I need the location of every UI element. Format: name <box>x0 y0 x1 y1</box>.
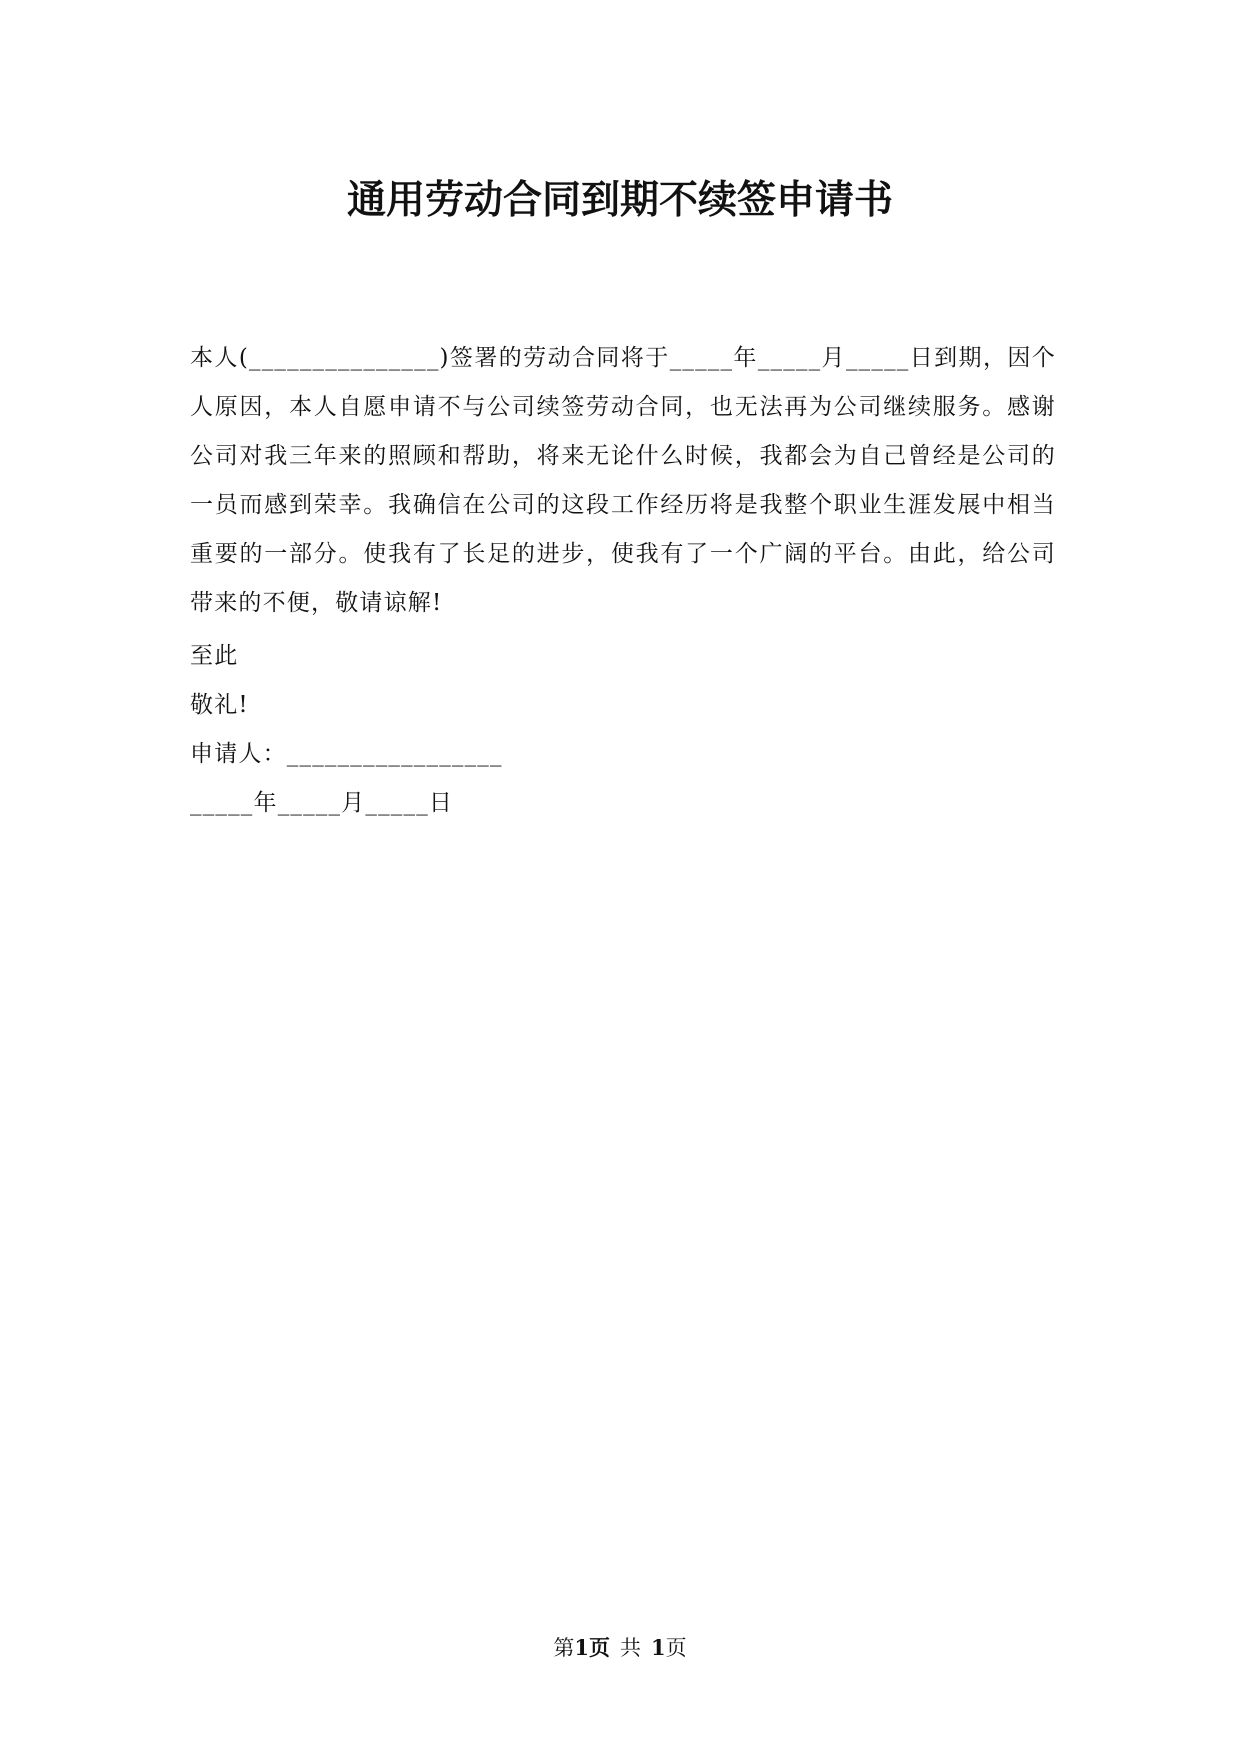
regards-line: 敬礼! <box>190 692 249 718</box>
total-pages: 1 <box>651 1635 666 1660</box>
applicant-signature-line: 申请人：_________________ <box>190 741 503 767</box>
date-line: _____年_____月_____日 <box>190 790 454 816</box>
closing-line: 至此 <box>190 643 239 669</box>
page-unit: 页 <box>589 1635 610 1660</box>
page-number: 1 <box>574 1635 589 1660</box>
total-prefix: 共 <box>620 1636 641 1660</box>
body-paragraph: 本人(_______________)签署的劳动合同将于_____年_____月_____日到期，因个人原因，本人自愿申请不与公司续签劳动合同，也无法再为公司继续服务。感谢公司对我三年来的照顾和帮助，将来无论什么时候，我都会为自己曾经是公司的一员而感到荣幸。我确信在公司的这段工作经历将是我整个职业生涯发展中相当重要的一部分。使我有了长足的进步，使我有了一个广阔的平台。由此，给公司带来的不便，敬请谅解! <box>190 345 1056 616</box>
total-unit: 页 <box>665 1636 687 1660</box>
page-prefix: 第 <box>553 1636 575 1660</box>
document-title: 通用劳动合同到期不续签申请书 <box>346 177 893 223</box>
page-footer <box>0 1633 1240 1663</box>
